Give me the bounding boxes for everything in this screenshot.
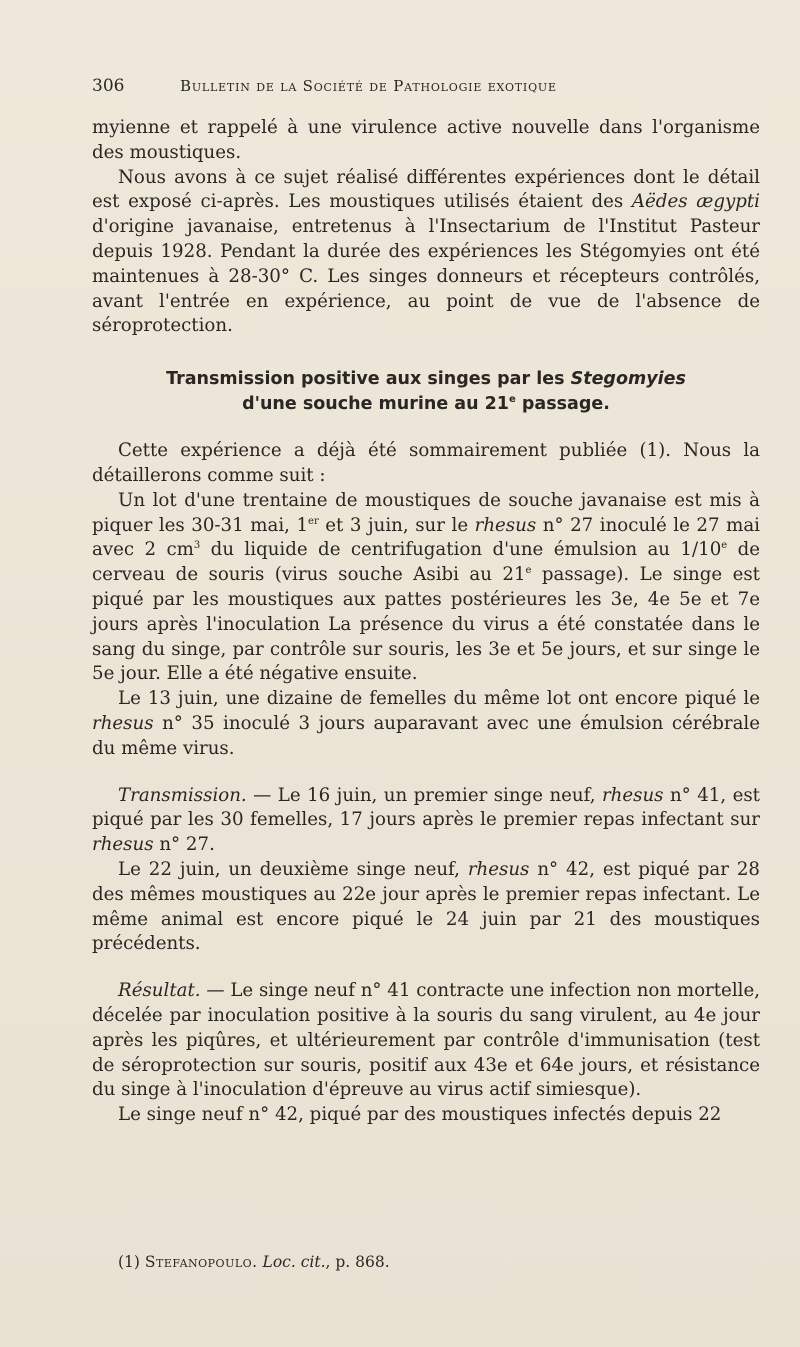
paragraph — [92, 784, 760, 858]
paragraph — [92, 116, 760, 166]
superscript: er — [308, 515, 319, 527]
text: et 3 juin, sur le — [318, 514, 475, 536]
text: du liquide de centrifugation d'une émulsion au 1/10 — [200, 539, 722, 561]
text: Un lot d'une trentaine de moustiques de souche javanaise est mis à piquer les 30-31 mai, 1 — [92, 489, 760, 536]
text: — Le 16 juin, un premier singe neuf, — [246, 784, 602, 806]
footnote-author: Stefanopoulo. — [144, 1253, 258, 1271]
text: passage). Le singe est piqué par les moustiques aux pattes postérieures les 3e, 4e 5e et 7e jours après l'inoculation La présence du virus a été constatée dans le sang du singe, par contrôle sur souris, les 3e et 5e jours, et sur singe le 5e jour. Elle a été négative ensuite. — [92, 564, 760, 685]
paragraph — [92, 439, 760, 489]
species-name: rhesus — [92, 834, 154, 856]
spacer — [92, 762, 760, 784]
title-species: Stegomyies — [570, 369, 686, 390]
subheading-label: Transmission. — [118, 784, 247, 806]
text: n° 27 inoculé le 27 mai avec 2 cm — [92, 514, 760, 561]
footnote-marker: (1) — [118, 1253, 140, 1271]
page-number: 306 — [92, 76, 125, 96]
footnote — [118, 1253, 758, 1271]
species-name: rhesus — [92, 712, 154, 734]
species-name: rhesus — [467, 858, 530, 880]
title-text: Transmission positive aux singes par les — [166, 369, 571, 390]
main-text — [92, 116, 760, 1128]
spacer — [92, 957, 760, 979]
text: n° 42, est piqué par 28 des mêmes moustiques au 22e jour après le premier repas infectant. Le même animal est encore piqué le 24 juin par 21 des moustiques précédents. — [92, 858, 760, 955]
paragraph — [92, 858, 760, 957]
running-header — [92, 76, 732, 96]
text: n° 35 inoculé 3 jours auparavant avec une émulsion cérébrale du même virus. — [92, 712, 760, 759]
text: Cette expérience a déjà été sommairement publiée (1). Nous la détaillerons comme suit : — [92, 440, 760, 486]
superscript: 3 — [193, 540, 201, 552]
text: Le 22 juin, un deuxième singe neuf, — [118, 858, 468, 880]
text: n° 41, est piqué par les 30 femelles, 17 jours après le premier repas infectant sur — [92, 784, 760, 831]
footnote-reference: Loc. cit. — [262, 1253, 326, 1271]
paragraph — [92, 166, 760, 340]
species-name: Aëdes ægypti — [631, 191, 761, 213]
text: Nous avons à ce sujet réalisé différentes expériences dont le détail est exposé ci-après. Les moustiques utilisés étaient des — [92, 166, 760, 213]
superscript: e — [509, 394, 516, 406]
text: d'origine javanaise, entretenus à l'Insectarium de l'Institut Pasteur depuis 1928. Pendant la durée des expériences les Stégomyies ont été maintenues à 28-30° C. Les singes donneurs et récepteurs contrôlés, avant l'entrée en expérience, au point de vue de l'absence de séroprotection. — [92, 216, 760, 337]
subheading-label: Résultat. — [118, 980, 201, 1002]
superscript: e — [525, 565, 532, 577]
text: — Le singe neuf n° 41 contracte une infection non mortelle, décelée par inoculation positive à la souris du sang virulent, au 4e jour après les piqûres, et ultérieurement par contrôle d'immunisation (test de séroprotection sur souris, positif aux 43e et 64e jours, et résistance du singe à l'inoculation d'épreuve au virus actif simiesque). — [92, 980, 761, 1101]
species-name: rhesus — [601, 784, 664, 806]
title-text: d'une souche murine au 21 — [242, 394, 509, 415]
text: myienne et rappelé à une virulence active nouvelle dans l'organisme des moustiques. — [92, 117, 760, 163]
title-text: passage. — [515, 394, 610, 415]
text: Le 13 juin, une dizaine de femelles du même lot ont encore piqué le — [118, 688, 760, 710]
section-title — [92, 367, 760, 417]
superscript: e — [721, 540, 728, 552]
species-name: rhesus — [474, 514, 537, 536]
text: de cerveau de souris (virus souche Asibi au 21 — [92, 539, 760, 586]
text: n° 27. — [153, 834, 215, 856]
text: Le singe neuf n° 42, piqué par des moustiques infectés depuis 22 — [118, 1104, 722, 1126]
paragraph — [92, 979, 760, 1103]
paragraph — [92, 1103, 760, 1128]
running-title: Bulletin de la Société de Pathologie exotique — [180, 77, 557, 95]
paragraph — [92, 489, 760, 687]
paragraph — [92, 687, 760, 761]
footnote-page: , p. 868. — [325, 1253, 390, 1271]
